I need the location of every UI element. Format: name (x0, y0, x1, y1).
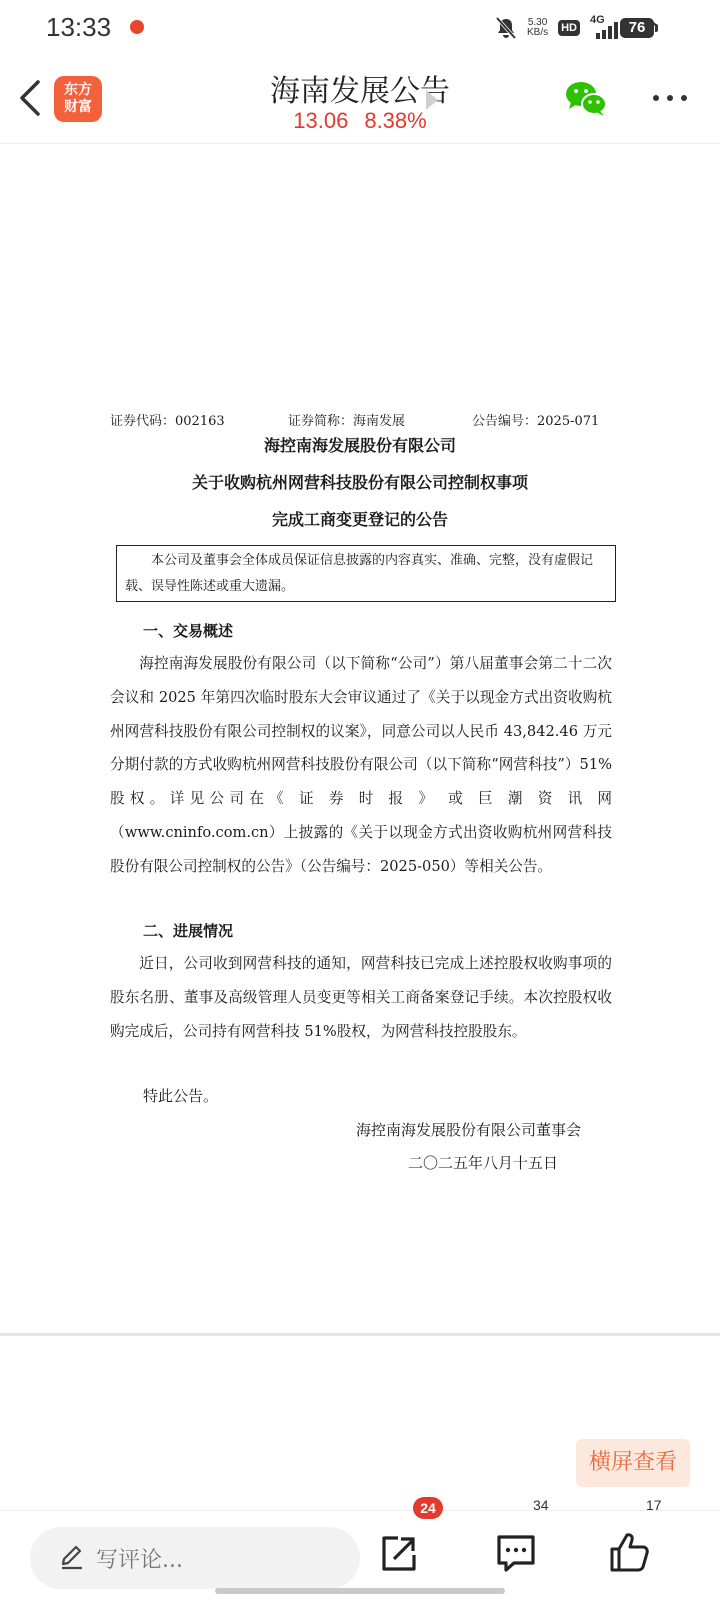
play-arrow-icon[interactable] (426, 90, 438, 110)
brand-logo[interactable]: 东方 财富 (54, 76, 102, 122)
comment-bubble-icon (494, 1529, 538, 1575)
page-title[interactable]: 海南发展公告 (270, 74, 450, 109)
more-options-button[interactable] (650, 78, 690, 118)
stock-price: 13.06 (293, 108, 349, 133)
doc-title-line2: 关于收购杭州网营科技股份有限公司控制权事项 (191, 473, 528, 492)
wechat-icon (564, 78, 608, 118)
closing-text: 特此公告。 (143, 1087, 219, 1105)
disclaimer-box: 本公司及董事会全体成员保证信息披露的内容真实、准确、完整，没有虚假记载、误导性陈述或重大遗漏。 (116, 545, 616, 602)
security-name: 证券简称：海南发展 (288, 414, 406, 429)
home-indicator[interactable] (215, 1588, 505, 1594)
signal-icon: 4G (590, 16, 620, 40)
announcement-date: 二〇二五年八月十五日 (408, 1154, 559, 1172)
app-notification-icon (130, 20, 144, 34)
pencil-icon (58, 1543, 86, 1571)
header-bar (0, 56, 720, 144)
doc-title-line3: 完成工商变更登记的公告 (271, 510, 448, 529)
landscape-view-button[interactable]: 横屏查看 (576, 1439, 690, 1487)
likes-count: 17 (646, 1497, 662, 1513)
share-button[interactable] (378, 1529, 426, 1577)
comments-button[interactable] (494, 1529, 542, 1577)
share-icon (378, 1529, 420, 1575)
section2-text: 近日，公司收到网营科技的通知，网营科技已完成上述控股权收购事项的股东名册、董事及高级管理人员变更等相关工商备案登记手续。本次控股权收购完成后，公司持有网营科技 51%股权，为网营科技控股股东。 (110, 955, 612, 1040)
signature: 海控南海发展股份有限公司董事会 (356, 1121, 582, 1139)
stock-change: 8.38% (364, 108, 427, 133)
share-badge: 24 (413, 1497, 443, 1519)
thumbs-up-icon (608, 1529, 652, 1575)
section1-text: 海控南海发展股份有限公司（以下简称“公司”）第八届董事会第二十二次会议和 2025 年第四次临时股东大会审议通过了《关于以现金方式出资收购杭州网营科技股份有限公司控制权的议案》，同意公司以人民币 43,842.46 万元分期付款的方式收购杭州网营科技股份有限公司（以下简称“网营科技”）51%股权。详见公司在《 证 券 时 报 》 或 巨 潮 资 讯 网（www.cninfo.com.cn）上披露的《关于以现金方式出资收购杭州网营科技股份有限公司控制权的公告》（公告编号：2025-050）等相关公告。 (110, 655, 612, 875)
status-time: 13:33 (46, 12, 112, 42)
wechat-share-button[interactable] (564, 78, 608, 118)
hd-icon: HD (558, 20, 580, 36)
security-code: 证券代码：002163 (110, 414, 225, 429)
battery-icon: 76 (620, 18, 654, 38)
comments-count: 34 (533, 1497, 549, 1513)
divider (0, 1333, 720, 1336)
announcement-number: 公告编号：2025-071 (472, 414, 600, 429)
like-button[interactable] (608, 1529, 656, 1577)
comment-placeholder: 写评论... (96, 1548, 183, 1573)
mute-icon (495, 16, 517, 40)
stock-quote[interactable] (0, 108, 720, 134)
section2-heading: 二、进展情况 (143, 922, 234, 940)
net-speed: 5.30 KB/s (526, 17, 549, 38)
more-dots-icon (650, 78, 690, 118)
doc-title-line1: 海控南海发展股份有限公司 (263, 436, 456, 455)
bottom-action-bar (0, 1497, 720, 1600)
section1-heading: 一、交易概述 (143, 622, 234, 640)
comment-input[interactable] (30, 1527, 360, 1589)
announcement-document (0, 145, 720, 1333)
status-bar (0, 0, 720, 56)
